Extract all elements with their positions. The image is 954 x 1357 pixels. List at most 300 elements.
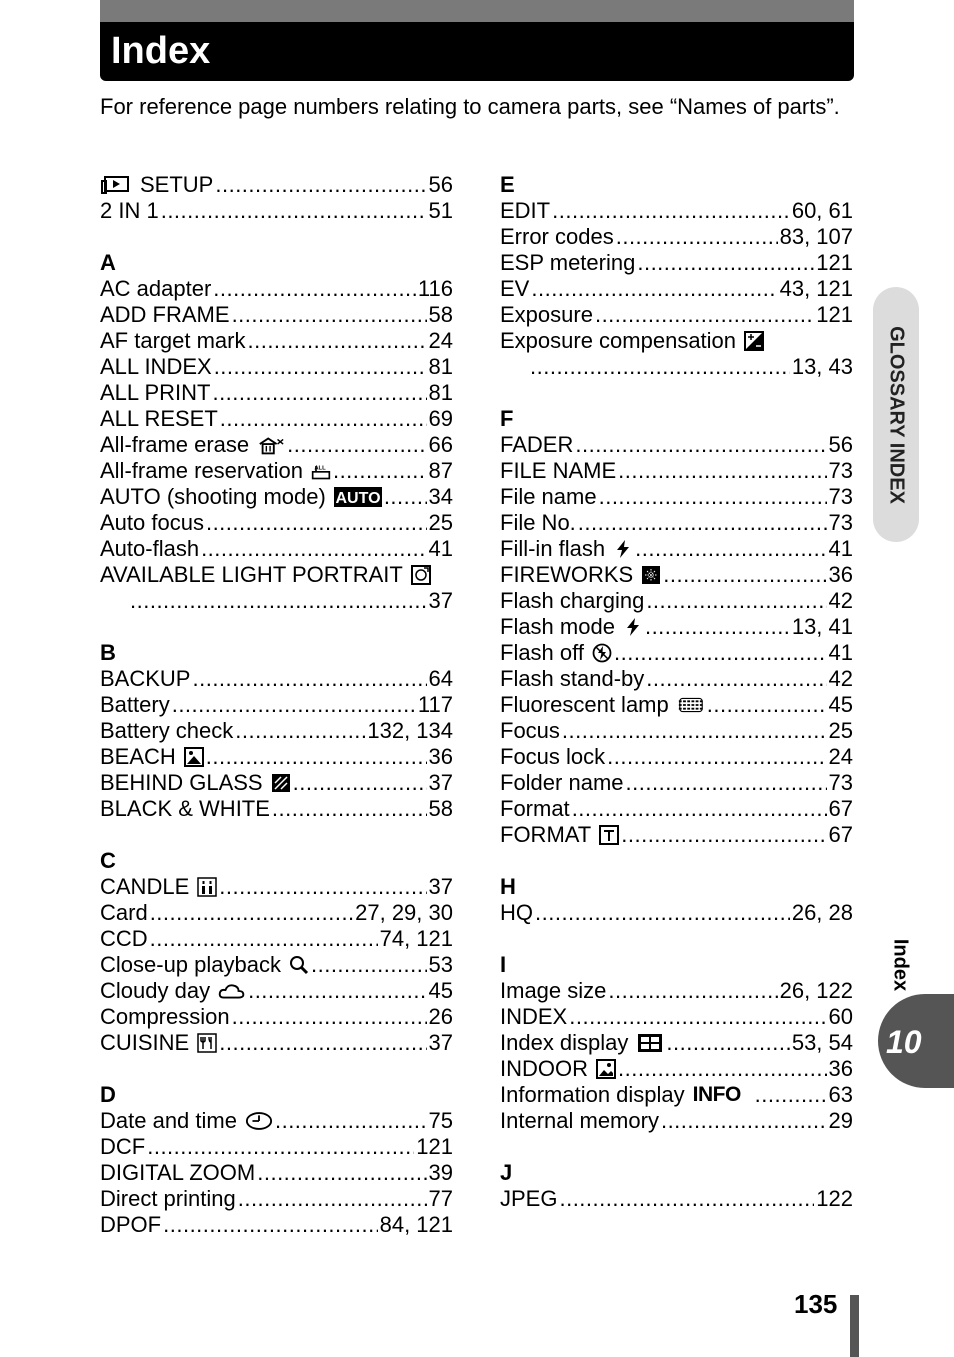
page-ref[interactable]: 73 bbox=[828, 770, 853, 795]
index-entry bbox=[500, 250, 853, 276]
page-ref[interactable]: 26, 28 bbox=[791, 900, 853, 925]
leader-dots bbox=[257, 1160, 426, 1186]
index-entry bbox=[100, 874, 453, 900]
page-ref[interactable]: 36 bbox=[828, 562, 853, 587]
entry-label bbox=[500, 276, 529, 302]
index-entry bbox=[500, 588, 853, 614]
entry-label-text: AF target mark bbox=[100, 328, 246, 353]
entry-label bbox=[500, 302, 593, 328]
entry-label bbox=[100, 432, 285, 458]
leader-dots bbox=[201, 536, 426, 562]
page-ref[interactable]: 84, 121 bbox=[379, 1212, 453, 1237]
leader-dots bbox=[578, 510, 827, 536]
leader-dots bbox=[646, 666, 826, 692]
entry-label bbox=[100, 1134, 145, 1160]
section-letter bbox=[500, 952, 853, 978]
leader-dots bbox=[150, 926, 378, 952]
beach-icon bbox=[184, 747, 204, 767]
leader-dots bbox=[618, 458, 826, 484]
index-entry bbox=[100, 978, 453, 1004]
entry-label bbox=[100, 978, 246, 1004]
page-ref[interactable]: 43, 121 bbox=[779, 276, 853, 301]
flash-off-icon bbox=[592, 643, 612, 663]
entry-label-text: Flash mode bbox=[500, 614, 615, 639]
page-ref[interactable]: 37 bbox=[428, 770, 453, 795]
page-ref[interactable]: 73 bbox=[828, 484, 853, 509]
entry-label-text: BACKUP bbox=[100, 666, 191, 691]
entry-label-text: ALL INDEX bbox=[100, 354, 212, 379]
clock-icon bbox=[245, 1111, 273, 1131]
leader-dots bbox=[535, 900, 790, 926]
leader-dots bbox=[147, 1134, 414, 1160]
magnifier-icon bbox=[289, 955, 309, 975]
entry-label-text: Focus lock bbox=[500, 744, 606, 769]
index-entry bbox=[500, 224, 853, 250]
page-ref[interactable]: 37 bbox=[428, 588, 453, 613]
entry-label-text: EDIT bbox=[500, 198, 551, 223]
index-entry bbox=[500, 1082, 853, 1108]
leader-dots bbox=[595, 302, 814, 328]
page-ref[interactable]: 39 bbox=[428, 1160, 453, 1185]
entry-label-text: Close-up playback bbox=[100, 952, 281, 977]
leader-dots bbox=[530, 354, 790, 380]
index-entry bbox=[100, 276, 453, 302]
entry-label bbox=[500, 198, 550, 224]
leader-dots bbox=[755, 1082, 827, 1108]
leader-dots bbox=[212, 380, 426, 406]
entry-label-text: AVAILABLE LIGHT PORTRAIT bbox=[100, 562, 403, 587]
page-ref[interactable]: 63 bbox=[828, 1082, 853, 1107]
leader-dots bbox=[192, 666, 426, 692]
section-letter-label: D bbox=[100, 1082, 116, 1107]
entry-label bbox=[500, 510, 576, 536]
index-entry-continuation bbox=[100, 588, 453, 614]
page-ref[interactable]: 64 bbox=[428, 666, 453, 691]
entry-label-text: Auto-flash bbox=[100, 536, 200, 561]
index-entry bbox=[100, 666, 453, 692]
page-ref[interactable]: 56 bbox=[428, 172, 453, 197]
leader-dots bbox=[172, 692, 416, 718]
leader-dots bbox=[248, 978, 426, 1004]
section-letter-label: J bbox=[500, 1160, 513, 1185]
leader-dots bbox=[635, 536, 826, 562]
page-ref[interactable]: 24 bbox=[428, 328, 453, 353]
entry-label-text: Flash off bbox=[500, 640, 584, 665]
leader-dots bbox=[215, 172, 426, 198]
entry-label bbox=[100, 484, 382, 510]
section-letter bbox=[500, 172, 853, 198]
index-entry bbox=[500, 484, 853, 510]
available-light-portrait-icon bbox=[411, 565, 431, 585]
entry-label bbox=[100, 1186, 236, 1212]
entry-label bbox=[500, 1082, 753, 1108]
leader-dots bbox=[161, 198, 427, 224]
page-ref[interactable]: 29 bbox=[828, 1108, 853, 1133]
leader-dots bbox=[614, 640, 827, 666]
entry-label bbox=[500, 250, 635, 276]
index-entry bbox=[500, 458, 853, 484]
page-ref[interactable]: 41 bbox=[428, 536, 453, 561]
section-letter bbox=[100, 1082, 453, 1108]
entry-label bbox=[100, 328, 245, 354]
exposure-comp-icon bbox=[744, 331, 764, 351]
entry-label-text: INDEX bbox=[500, 1004, 568, 1029]
fireworks-icon bbox=[641, 565, 661, 585]
entry-label-text: Fill-in flash bbox=[500, 536, 606, 561]
index-entry bbox=[100, 952, 453, 978]
index-entry bbox=[100, 1004, 453, 1030]
page-ref[interactable]: 121 bbox=[416, 1134, 453, 1159]
leader-dots bbox=[562, 718, 827, 744]
page-ref[interactable]: 37 bbox=[428, 1030, 453, 1055]
page-ref[interactable]: 73 bbox=[828, 458, 853, 483]
row-gap bbox=[500, 1134, 853, 1160]
index-entry bbox=[100, 796, 453, 822]
entry-label bbox=[100, 718, 233, 744]
index-entry bbox=[100, 536, 453, 562]
entry-label bbox=[100, 276, 211, 302]
index-entry bbox=[500, 510, 853, 536]
index-entry bbox=[500, 744, 853, 770]
index-entry bbox=[500, 302, 853, 328]
index-entry bbox=[500, 770, 853, 796]
entry-label-text: EV bbox=[500, 276, 530, 301]
page-title: Index bbox=[111, 30, 211, 72]
row-gap bbox=[100, 224, 453, 250]
leader-dots bbox=[238, 1186, 427, 1212]
index-entry bbox=[100, 328, 453, 354]
index-entry bbox=[100, 900, 453, 926]
entry-label bbox=[500, 666, 644, 692]
chapter-badge[interactable] bbox=[878, 994, 954, 1088]
leader-dots bbox=[572, 796, 827, 822]
index-entry bbox=[100, 1212, 453, 1238]
page-ref[interactable]: 75 bbox=[428, 1108, 453, 1133]
page-ref[interactable]: 87 bbox=[428, 458, 453, 483]
index-entry bbox=[500, 536, 853, 562]
entry-label bbox=[500, 1186, 557, 1212]
entry-label-text: Flash charging bbox=[500, 588, 645, 613]
entry-label-text: CCD bbox=[100, 926, 148, 951]
index-entry bbox=[500, 614, 853, 640]
entry-label bbox=[100, 536, 199, 562]
index-entry bbox=[100, 1108, 453, 1134]
entry-label bbox=[500, 978, 606, 1004]
entry-label bbox=[100, 406, 218, 432]
index-entry bbox=[100, 926, 453, 952]
page-ref[interactable]: 25 bbox=[428, 510, 453, 535]
entry-label bbox=[500, 432, 573, 458]
leader-dots bbox=[607, 744, 826, 770]
page-ref[interactable]: 83, 107 bbox=[779, 224, 853, 249]
leader-dots bbox=[559, 1186, 814, 1212]
leader-dots bbox=[575, 432, 826, 458]
page-ref[interactable]: 42 bbox=[828, 666, 853, 691]
section-letter bbox=[100, 848, 453, 874]
entry-label-text: Error codes bbox=[500, 224, 614, 249]
index-entry bbox=[500, 692, 853, 718]
info-icon: INFO bbox=[692, 1083, 741, 1106]
leader-dots bbox=[130, 588, 427, 614]
leader-dots bbox=[235, 718, 365, 744]
index-entry bbox=[500, 328, 853, 354]
section-letter bbox=[100, 640, 453, 666]
leader-dots bbox=[666, 1030, 789, 1056]
leader-dots bbox=[569, 1004, 826, 1030]
chapter-label: Index bbox=[889, 938, 912, 992]
cuisine-icon bbox=[197, 1033, 217, 1053]
leader-dots bbox=[661, 1108, 827, 1134]
index-entry bbox=[100, 1134, 453, 1160]
entry-label bbox=[100, 198, 159, 224]
index-entry bbox=[100, 692, 453, 718]
leader-dots bbox=[232, 1004, 427, 1030]
entry-label bbox=[500, 536, 633, 562]
index-entry bbox=[500, 900, 853, 926]
entry-label bbox=[100, 172, 213, 198]
leader-dots bbox=[232, 302, 427, 328]
leader-dots bbox=[219, 874, 426, 900]
entry-label-text: Direct printing bbox=[100, 1186, 236, 1211]
page-ref[interactable]: 34 bbox=[428, 484, 453, 509]
entry-label-text: Compression bbox=[100, 1004, 230, 1029]
candle-icon bbox=[197, 877, 217, 897]
page-ref[interactable]: 66 bbox=[428, 432, 453, 457]
entry-label-text: ALL PRINT bbox=[100, 380, 211, 405]
entry-label bbox=[100, 692, 170, 718]
index-entry bbox=[100, 1186, 453, 1212]
leader-dots bbox=[333, 458, 427, 484]
row-gap bbox=[500, 380, 853, 406]
page-ref[interactable]: 26 bbox=[428, 1004, 453, 1029]
behind-glass-icon bbox=[271, 773, 291, 793]
entry-label bbox=[500, 640, 612, 666]
index-column-right bbox=[500, 172, 853, 1212]
leader-dots bbox=[219, 1030, 426, 1056]
page-ref[interactable]: 41 bbox=[828, 536, 853, 561]
leader-dots bbox=[163, 1212, 377, 1238]
page-number: 135 bbox=[794, 1289, 838, 1319]
entry-label-text: FILE NAME bbox=[500, 458, 617, 483]
page-ref[interactable]: 53, 54 bbox=[791, 1030, 853, 1055]
entry-label-text: Exposure compensation bbox=[500, 328, 737, 353]
entry-label bbox=[500, 770, 624, 796]
page-ref[interactable]: 36 bbox=[828, 1056, 853, 1081]
leader-dots bbox=[275, 1108, 427, 1134]
page-ref[interactable]: 67 bbox=[828, 822, 853, 847]
entry-label-text: Fluorescent lamp bbox=[500, 692, 669, 717]
page-ref[interactable]: 42 bbox=[828, 588, 853, 613]
leader-dots bbox=[150, 900, 353, 926]
page-ref[interactable]: 117 bbox=[417, 692, 453, 717]
index-entry bbox=[500, 718, 853, 744]
page-ref[interactable]: 121 bbox=[816, 302, 853, 327]
index-entry bbox=[500, 1030, 853, 1056]
index-entry bbox=[500, 562, 853, 588]
page-ref[interactable]: 67 bbox=[828, 796, 853, 821]
index-entry bbox=[100, 1030, 453, 1056]
page-ref[interactable]: 60, 61 bbox=[791, 198, 853, 223]
page-ref[interactable]: 13, 43 bbox=[791, 354, 853, 379]
svg-text:ALL: ALL bbox=[314, 465, 326, 472]
page-ref[interactable]: 37 bbox=[428, 874, 453, 899]
entry-label bbox=[100, 1160, 255, 1186]
entry-label bbox=[100, 562, 431, 588]
entry-label bbox=[500, 1108, 659, 1134]
leader-dots bbox=[621, 822, 826, 848]
page-ref[interactable]: 81 bbox=[428, 354, 453, 379]
page-ref[interactable]: 81 bbox=[428, 380, 453, 405]
entry-label-text: ALL RESET bbox=[100, 406, 218, 431]
leader-dots bbox=[599, 484, 827, 510]
entry-label-text: DPOF bbox=[100, 1212, 162, 1237]
entry-label-text: Information display bbox=[500, 1082, 685, 1107]
leader-dots bbox=[206, 510, 427, 536]
glossary-index-tab[interactable] bbox=[873, 287, 919, 542]
all-reservation-icon bbox=[311, 461, 331, 481]
section-letter-label: B bbox=[100, 640, 116, 665]
row-gap bbox=[100, 822, 453, 848]
index-entry bbox=[100, 406, 453, 432]
entry-label bbox=[500, 692, 705, 718]
section-letter-label: E bbox=[500, 172, 515, 197]
page-ref[interactable]: 45 bbox=[428, 978, 453, 1003]
page-ref[interactable]: 69 bbox=[428, 406, 453, 431]
row-gap bbox=[100, 614, 453, 640]
page-ref[interactable]: 24 bbox=[828, 744, 853, 769]
leader-dots bbox=[213, 276, 416, 302]
entry-label-text: ESP metering bbox=[500, 250, 636, 275]
entry-label bbox=[100, 1004, 230, 1030]
entry-label-text: AC adapter bbox=[100, 276, 212, 301]
leader-dots bbox=[247, 328, 426, 354]
page-ref[interactable]: 132, 134 bbox=[367, 718, 453, 743]
entry-label bbox=[100, 1108, 273, 1134]
index-entry bbox=[100, 562, 453, 588]
entry-label bbox=[500, 900, 533, 926]
page-ref[interactable]: 13, 41 bbox=[791, 614, 853, 639]
entry-label bbox=[500, 328, 764, 354]
index-entry bbox=[100, 1160, 453, 1186]
page-ref[interactable]: 58 bbox=[428, 302, 453, 327]
index-entry bbox=[100, 744, 453, 770]
page-ref[interactable]: 53 bbox=[428, 952, 453, 977]
index-entry bbox=[500, 276, 853, 302]
fluorescent-icon bbox=[677, 695, 705, 715]
page-ref[interactable]: 73 bbox=[828, 510, 853, 535]
entry-label-text: Flash stand-by bbox=[500, 666, 645, 691]
format-icon bbox=[599, 825, 619, 845]
leader-dots bbox=[616, 224, 778, 250]
index-entry bbox=[500, 1004, 853, 1030]
title-strip bbox=[100, 0, 854, 22]
leader-dots bbox=[220, 406, 427, 432]
entry-label bbox=[100, 458, 331, 484]
entry-label-text: File name bbox=[500, 484, 597, 509]
leader-dots bbox=[384, 484, 427, 510]
index-entry bbox=[100, 354, 453, 380]
section-letter-label: F bbox=[500, 406, 514, 431]
entry-label-text: DIGITAL ZOOM bbox=[100, 1160, 256, 1185]
entry-label-text: Format bbox=[500, 796, 570, 821]
entry-label-text: Index display bbox=[500, 1030, 629, 1055]
entry-label bbox=[100, 380, 210, 406]
entry-label bbox=[100, 302, 230, 328]
page-edge-bar bbox=[850, 1295, 859, 1357]
page-ref[interactable]: 74, 121 bbox=[379, 926, 453, 951]
page-ref[interactable]: 122 bbox=[816, 1186, 853, 1211]
intro-text: For reference page numbers relating to camera parts, see “Names of parts”. bbox=[100, 94, 840, 119]
page-ref[interactable]: 41 bbox=[828, 640, 853, 665]
entry-label bbox=[100, 510, 204, 536]
row-gap bbox=[500, 926, 853, 952]
page-ref[interactable]: 58 bbox=[428, 796, 453, 821]
section-letter bbox=[500, 406, 853, 432]
entry-label-text: FORMAT bbox=[500, 822, 592, 847]
page-ref[interactable]: 51 bbox=[428, 198, 453, 223]
page-ref[interactable]: 56 bbox=[828, 432, 853, 457]
page-ref[interactable]: 26, 122 bbox=[779, 978, 853, 1003]
entry-label-text: CANDLE bbox=[100, 874, 190, 899]
entry-label-text: BEHIND GLASS bbox=[100, 770, 263, 795]
index-entry bbox=[100, 432, 453, 458]
flash-icon bbox=[613, 539, 633, 559]
leader-dots bbox=[646, 588, 826, 614]
index-entry bbox=[500, 432, 853, 458]
page-ref[interactable]: 77 bbox=[428, 1186, 453, 1211]
section-letter-label: C bbox=[100, 848, 116, 873]
entry-label-text: Card bbox=[100, 900, 148, 925]
leader-dots bbox=[637, 250, 814, 276]
entry-label bbox=[100, 666, 190, 692]
playback-setup-icon bbox=[100, 175, 130, 195]
page-ref[interactable]: 45 bbox=[828, 692, 853, 717]
page-ref[interactable]: 25 bbox=[828, 718, 853, 743]
entry-label-text: All-frame reservation bbox=[100, 458, 303, 483]
index-entry bbox=[100, 510, 453, 536]
row-gap bbox=[100, 1056, 453, 1082]
entry-label-text: Cloudy day bbox=[100, 978, 211, 1003]
entry-label-text: Auto focus bbox=[100, 510, 204, 535]
index-entry bbox=[500, 1108, 853, 1134]
page-ref[interactable]: 116 bbox=[417, 276, 453, 301]
page-ref[interactable]: 60 bbox=[828, 1004, 853, 1029]
index-entry bbox=[500, 1056, 853, 1082]
index-entry bbox=[500, 822, 853, 848]
entry-label-text: CUISINE bbox=[100, 1030, 190, 1055]
index-entry bbox=[100, 380, 453, 406]
index-entry bbox=[500, 198, 853, 224]
entry-label bbox=[500, 614, 643, 640]
leader-dots bbox=[626, 770, 827, 796]
entry-label bbox=[500, 588, 644, 614]
entry-label bbox=[100, 952, 309, 978]
page-ref[interactable]: 27, 29, 30 bbox=[355, 900, 453, 925]
page-ref[interactable]: 36 bbox=[428, 744, 453, 769]
index-entry bbox=[500, 796, 853, 822]
index-entry bbox=[500, 640, 853, 666]
page-ref[interactable]: 121 bbox=[816, 250, 853, 275]
section-letter-label: H bbox=[500, 874, 516, 899]
index-entry bbox=[100, 770, 453, 796]
entry-label bbox=[100, 1212, 161, 1238]
svg-text:AUTO: AUTO bbox=[335, 490, 381, 507]
entry-label bbox=[500, 562, 661, 588]
entry-label bbox=[100, 1030, 217, 1056]
entry-label bbox=[500, 484, 597, 510]
entry-label-text: Folder name bbox=[500, 770, 624, 795]
index-entry bbox=[500, 1186, 853, 1212]
